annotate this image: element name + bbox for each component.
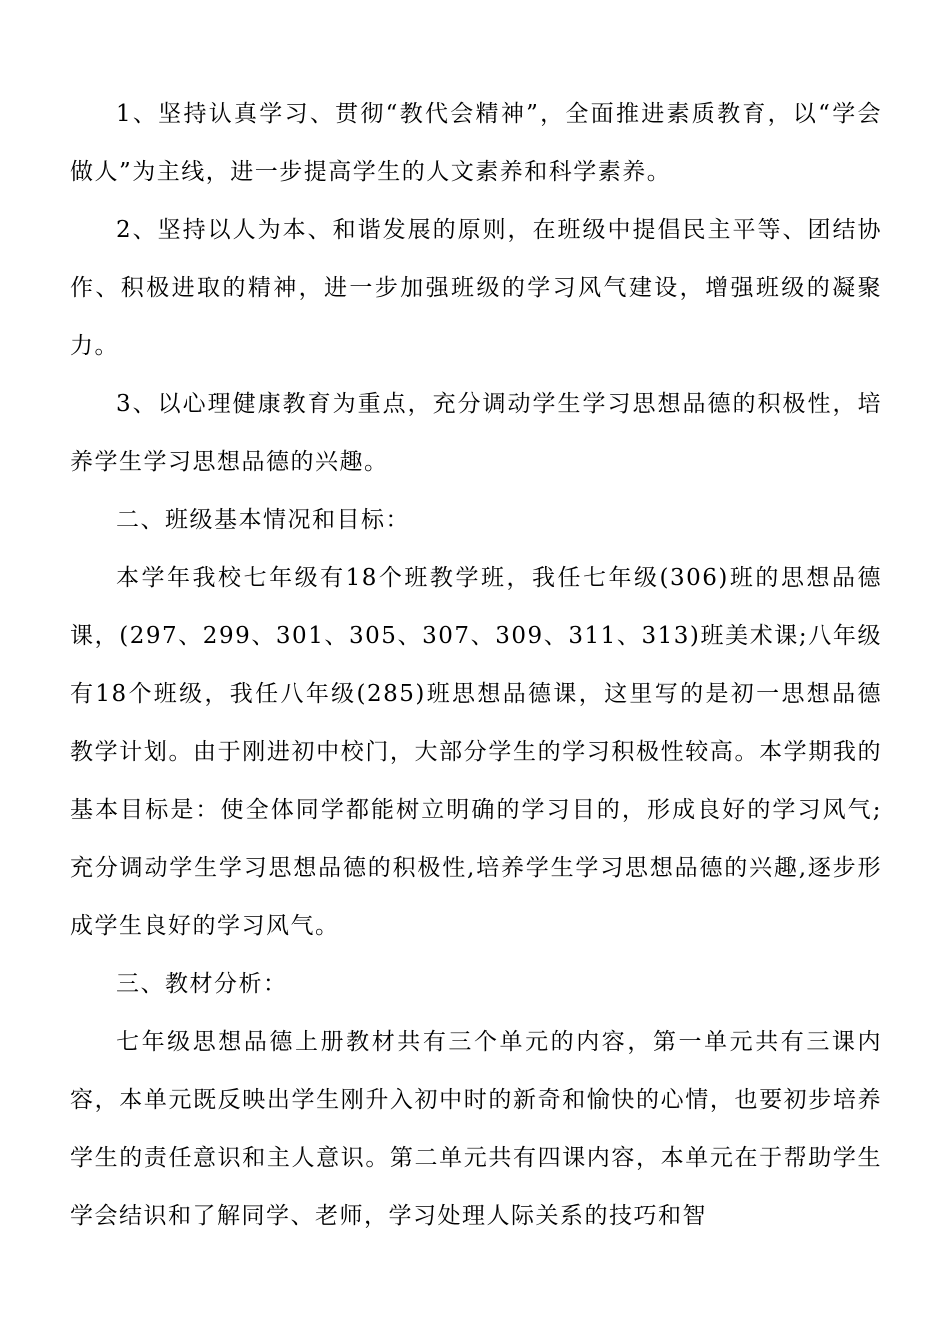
paragraph-class-situation: 本学年我校七年级有18个班教学班，我任七年级(306)班的思想品德课，(297、299、301、305、307、309、311、313)班美术课;八年级有18个班级，我任八年级(285)班思想品德课，这里写的是初一思想品德教学计划。由于刚进初中校门，大部分学生的学习积极性较高。本学期我的基本目标是：使全体同学都能树立明确的学习目的，形成良好的学习风气;充分调动学生学习思想品德的积极性,培养学生学习思想品德的兴趣,逐步形成学生良好的学习风气。 [70,565,882,939]
paragraph-guideline-2: 2、坚持以人为本、和谐发展的原则，在班级中提倡民主平等、团结协作、积极进取的精神，进一步加强班级的学习风气建设，增强班级的凝聚力。 [70,217,882,359]
section-heading-textbook-analysis: 三、教材分析： [116,971,288,997]
document-page [70,85,882,1245]
paragraph-guideline-1: 1、坚持认真学习、贯彻“教代会精神”，全面推进素质教育，以“学会做人”为主线，进一步提高学生的人文素养和科学素养。 [70,101,882,185]
section-heading-class-situation: 二、班级基本情况和目标： [116,507,410,533]
paragraph-guideline-3: 3、以心理健康教育为重点，充分调动学生学习思想品德的积极性，培养学生学习思想品德的兴趣。 [70,391,882,475]
paragraph-textbook-analysis: 七年级思想品德上册教材共有三个单元的内容，第一单元共有三课内容，本单元既反映出学生刚升入初中时的新奇和愉快的心情，也要初步培养学生的责任意识和主人意识。第二单元共有四课内容，本单元在于帮助学生学会结识和了解同学、老师，学习处理人际关系的技巧和智 [70,1029,882,1229]
